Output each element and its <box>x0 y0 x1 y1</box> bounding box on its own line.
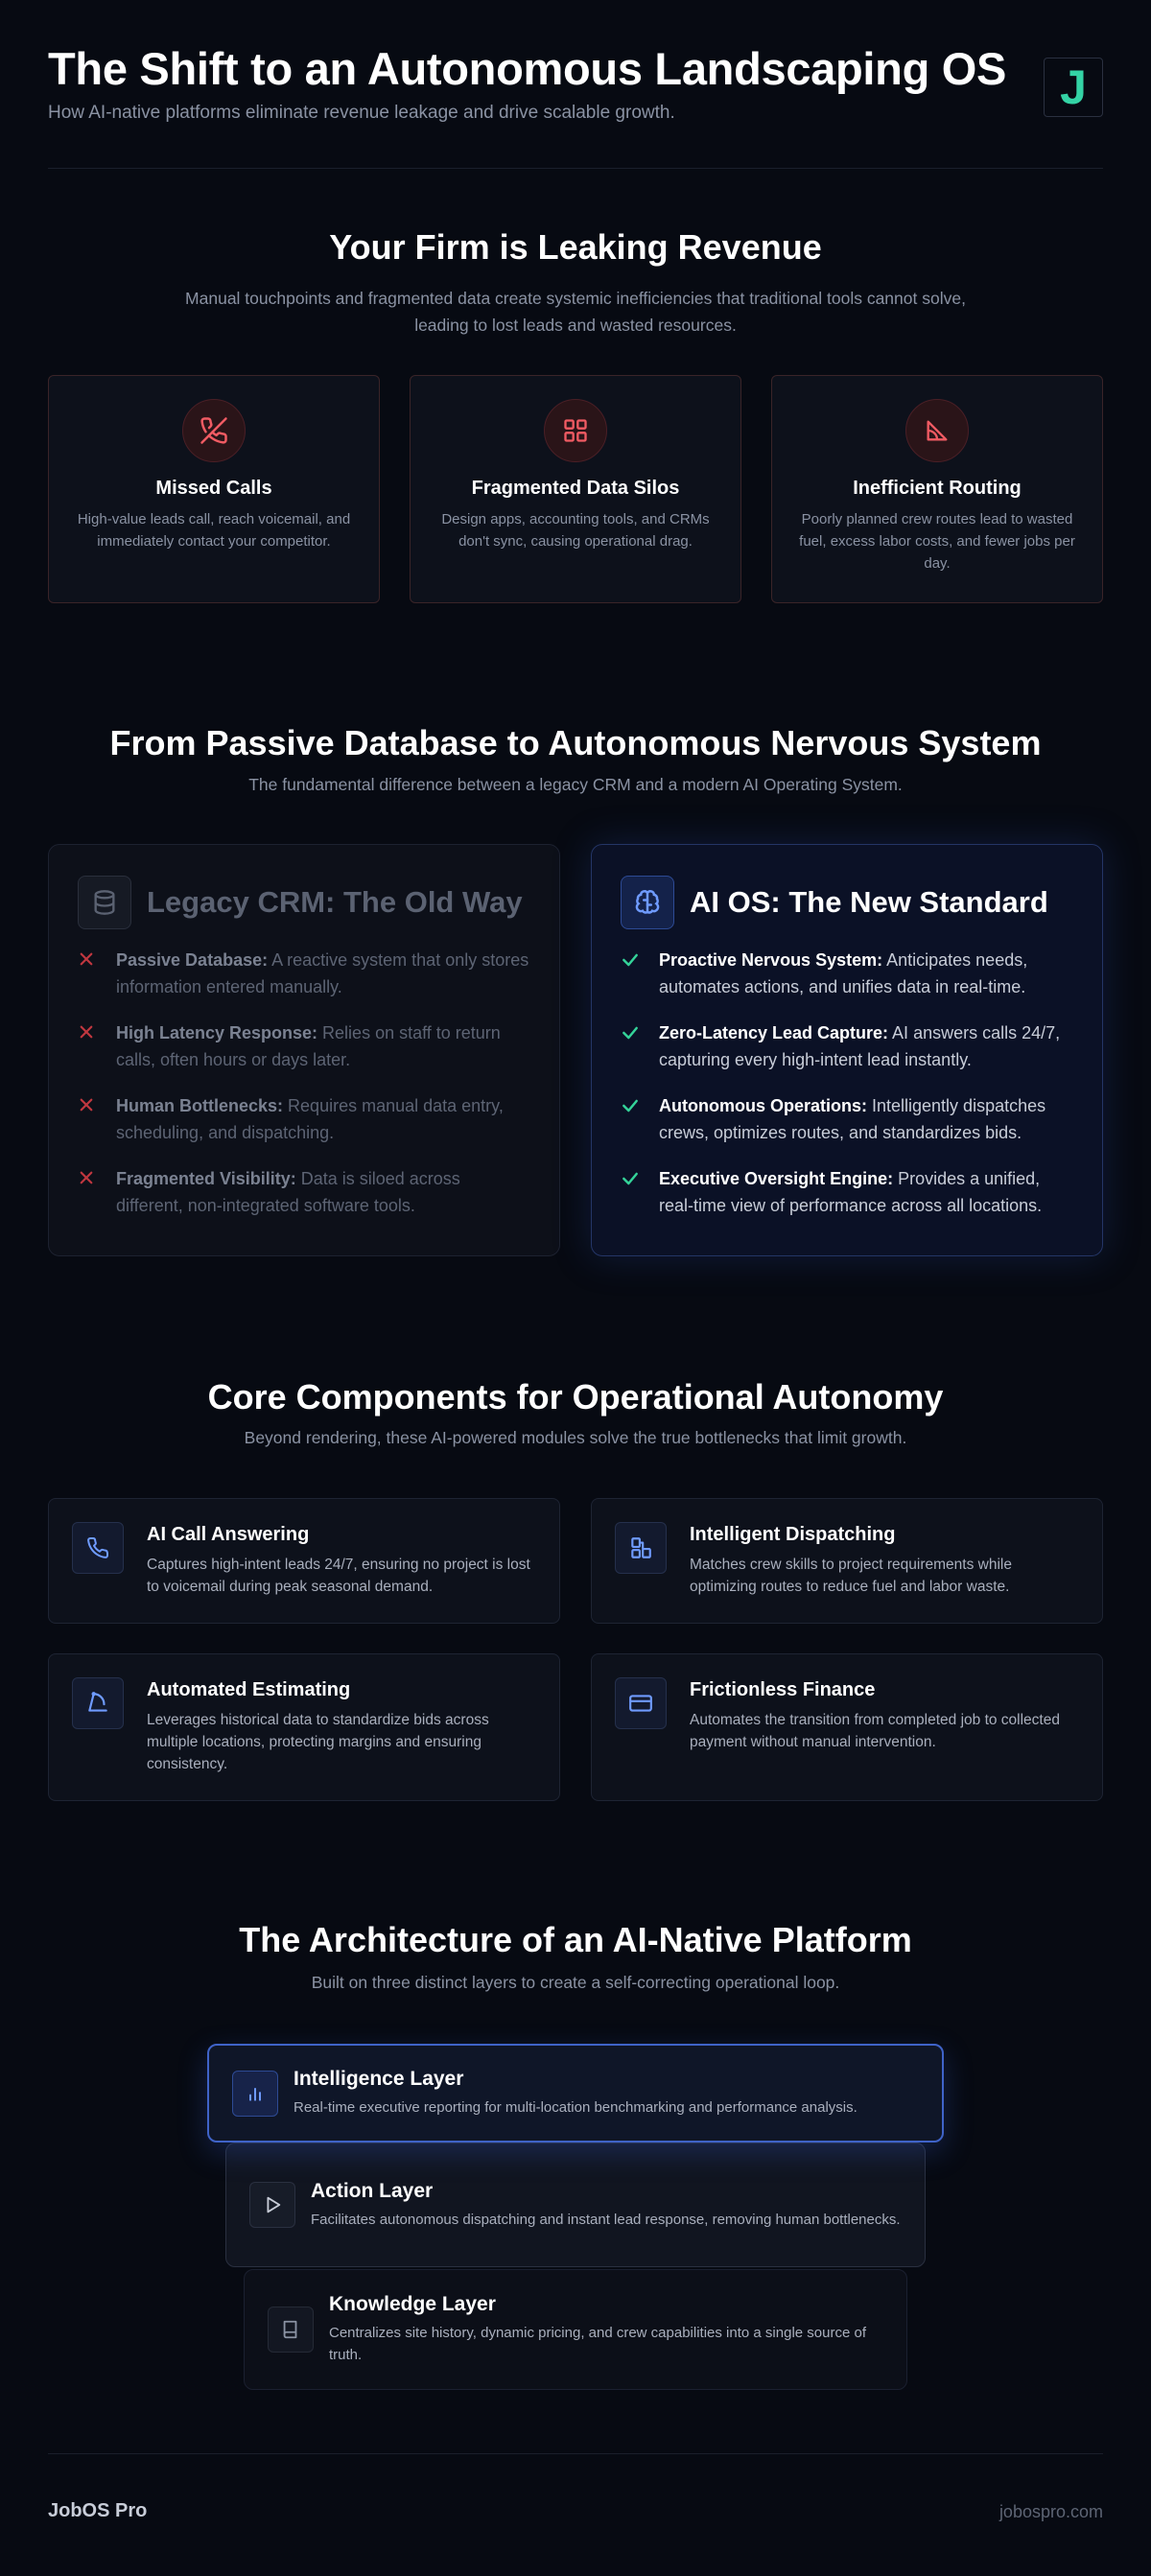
leak-card-routing <box>771 375 1103 603</box>
layer-text: Real-time executive reporting for multi-location benchmarking and performance analysis. <box>294 2099 857 2116</box>
component-finance <box>591 1653 1103 1801</box>
architecture-section-title: The Architecture of an AI-Native Platform <box>239 1920 912 1959</box>
page-subtitle: How AI-native platforms eliminate revenue leakage and drive scalable growth. <box>48 103 675 123</box>
check-icon <box>621 1092 659 1120</box>
logo-letter: J <box>1060 60 1087 114</box>
x-icon <box>78 1092 116 1118</box>
x-icon <box>78 1165 116 1191</box>
layer-knowledge <box>244 2269 907 2390</box>
brain-icon <box>621 876 674 929</box>
database-icon <box>78 876 131 929</box>
layer-body <box>294 2068 857 2119</box>
ai-os-item <box>621 1019 1073 1092</box>
page-title: The Shift to an Autonomous Landscaping OS <box>48 43 1007 94</box>
legacy-item <box>78 1092 530 1165</box>
component-body <box>147 1522 536 1600</box>
component-title: Frictionless Finance <box>690 1679 876 1700</box>
x-icon <box>78 947 116 972</box>
component-title: AI Call Answering <box>147 1524 310 1545</box>
logo <box>1044 58 1103 117</box>
ai-os-panel <box>591 844 1103 1256</box>
component-title: Intelligent Dispatching <box>690 1524 896 1545</box>
leak-card-text: Design apps, accounting tools, and CRMs don't sync, causing operational drag. <box>441 511 710 550</box>
architecture-section-subtitle: Built on three distinct layers to create a self-correcting operational loop. <box>311 1973 840 1992</box>
ai-os-item <box>621 1165 1073 1238</box>
legacy-crm-panel <box>48 844 560 1256</box>
bar-chart-icon <box>232 2071 278 2117</box>
component-body <box>690 1522 1079 1600</box>
dispatch-icon <box>615 1522 667 1574</box>
ai-os-title: AI OS: The New Standard <box>690 885 1048 919</box>
legacy-item-text: Fragmented Visibility: Data is siloed across different, non-integrated software tools. <box>116 1169 460 1215</box>
leak-subtitle-line: Manual touchpoints and fragmented data create systemic inefficiencies that traditional tools cannot solve, <box>185 289 966 308</box>
component-text: Leverages historical data to standardize bids across multiple locations, protecting margins and ensuring consistency. <box>147 1712 489 1772</box>
compare-section-subtitle: The fundamental difference between a legacy CRM and a modern AI Operating System. <box>248 775 903 794</box>
component-estimating <box>48 1653 560 1801</box>
layer-intelligence <box>207 2044 944 2143</box>
route-icon <box>905 399 969 462</box>
check-icon <box>621 1165 659 1193</box>
footer-brand: JobOS Pro <box>48 2500 148 2521</box>
legacy-item <box>78 1165 530 1238</box>
layer-title: Knowledge Layer <box>329 2293 496 2315</box>
ai-os-item-text: Executive Oversight Engine: Provides a unified, real-time view of performance across all locations. <box>659 1169 1043 1215</box>
component-text: Automates the transition from completed job to collected payment without manual intervention. <box>690 1712 1060 1750</box>
legacy-item-text: High Latency Response: Relies on staff to return calls, often hours or days later. <box>116 1023 501 1069</box>
layer-title: Action Layer <box>311 2179 434 2202</box>
components-section-title: Core Components for Operational Autonomy <box>207 1377 944 1417</box>
compare-section-title: From Passive Database to Autonomous Nervous System <box>109 723 1042 762</box>
legacy-item <box>78 947 530 1019</box>
leak-card-text: Poorly planned crew routes lead to wasted fuel, excess labor costs, and fewer jobs per day. <box>799 511 1075 572</box>
component-body <box>147 1677 536 1777</box>
ai-os-header <box>621 874 1073 931</box>
footer-url-link[interactable]: jobospro.com <box>998 2502 1103 2521</box>
x-icon <box>78 1019 116 1045</box>
legacy-item-text: Human Bottlenecks: Requires manual data entry, scheduling, and dispatching. <box>116 1096 504 1142</box>
leak-card-title: Inefficient Routing <box>853 478 1022 499</box>
header <box>48 0 1103 169</box>
component-body <box>690 1677 1079 1777</box>
layer-text: Centralizes site history, dynamic pricing, and crew capabilities into a single source of truth. <box>329 2325 866 2363</box>
ai-os-item <box>621 1092 1073 1165</box>
check-icon <box>621 947 659 974</box>
book-icon <box>268 2307 314 2353</box>
leak-card-title: Fragmented Data Silos <box>471 478 680 499</box>
component-title: Automated Estimating <box>147 1679 351 1700</box>
component-text: Captures high-intent leads 24/7, ensuring no project is lost to voicemail during peak seasonal demand. <box>147 1557 530 1595</box>
legacy-item-text: Passive Database: A reactive system that only stores information entered manually. <box>116 950 529 996</box>
ai-os-item-text: Proactive Nervous System: Anticipates needs, automates actions, and unifies data in real-time. <box>659 950 1028 996</box>
ai-os-item <box>621 947 1073 1019</box>
legacy-item <box>78 1019 530 1092</box>
credit-card-icon <box>615 1677 667 1729</box>
component-call-answering <box>48 1498 560 1624</box>
play-icon <box>249 2182 295 2228</box>
layer-body <box>329 2293 883 2366</box>
ai-os-item-text: Zero-Latency Lead Capture: AI answers calls 24/7, capturing every high-intent lead instantly. <box>659 1023 1061 1069</box>
leak-card-text: High-value leads call, reach voicemail, and immediately contact your competitor. <box>77 511 351 550</box>
phone-icon <box>72 1522 124 1574</box>
grid-icon <box>544 399 607 462</box>
leak-card-data-silos <box>410 375 741 603</box>
leak-card-missed-calls <box>48 375 380 603</box>
components-section-subtitle: Beyond rendering, these AI-powered modules solve the true bottlenecks that limit growth. <box>244 1428 907 1447</box>
layer-action <box>225 2143 926 2267</box>
footer <box>48 2453 1103 2576</box>
estimate-icon <box>72 1677 124 1729</box>
leak-section-subtitle <box>0 285 1151 339</box>
leak-subtitle-line: leading to lost leads and wasted resources. <box>414 316 737 335</box>
legacy-crm-title: Legacy CRM: The Old Way <box>147 885 523 919</box>
component-dispatching <box>591 1498 1103 1624</box>
layer-body <box>311 2180 901 2231</box>
layer-title: Intelligence Layer <box>294 2068 464 2090</box>
legacy-crm-header <box>78 874 530 931</box>
ai-os-item-text: Autonomous Operations: Intelligently dispatches crews, optimizes routes, and standardizes bids. <box>659 1096 1046 1142</box>
leak-card-title: Missed Calls <box>155 478 272 499</box>
layer-text: Facilitates autonomous dispatching and instant lead response, removing human bottlenecks. <box>311 2211 901 2228</box>
component-text: Matches crew skills to project requirements while optimizing routes to reduce fuel and labor waste. <box>690 1557 1012 1595</box>
leak-section-title: Your Firm is Leaking Revenue <box>329 227 822 267</box>
phone-missed-icon <box>182 399 246 462</box>
check-icon <box>621 1019 659 1047</box>
